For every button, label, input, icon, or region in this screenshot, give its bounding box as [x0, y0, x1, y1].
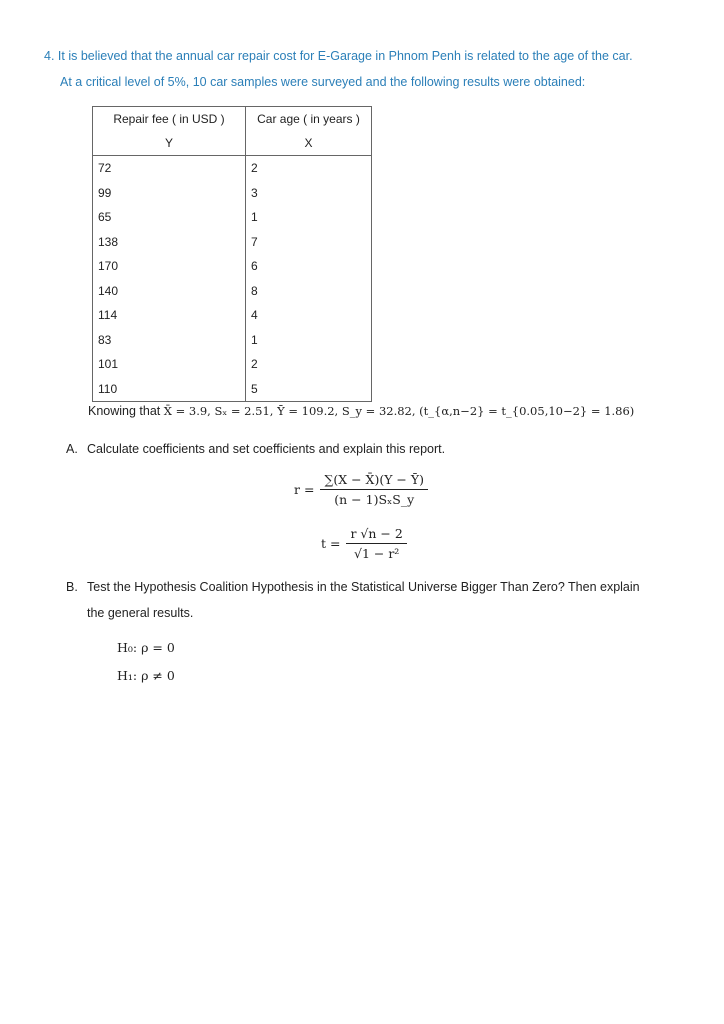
cell-y: 65: [93, 205, 246, 230]
null-hypothesis: H₀: ρ = 0: [117, 640, 175, 655]
question-line-1: 4. It is believed that the annual car repair cost for E-Garage in Phnom Penh is related to the age of the car.: [44, 49, 633, 63]
part-b-text-1: Test the Hypothesis Coalition Hypothesis in the Statistical Universe Bigger Than Zero? Then explain: [87, 580, 640, 594]
cell-y: 72: [93, 156, 246, 181]
cell-x: 7: [246, 230, 372, 255]
part-a-label: A.: [66, 442, 78, 456]
formula-r: [294, 472, 428, 507]
table-row: [93, 328, 372, 353]
given-prefix: Knowing that: [88, 404, 164, 418]
alternative-hypothesis: H₁: ρ ≠ 0: [117, 668, 175, 683]
cell-y: 101: [93, 352, 246, 377]
part-b-label: B.: [66, 580, 78, 594]
table-row: [93, 377, 372, 402]
cell-x: 5: [246, 377, 372, 402]
cell-y: 138: [93, 230, 246, 255]
table-row: [93, 205, 372, 230]
header-var-y: Y: [93, 131, 246, 156]
table-row: [93, 230, 372, 255]
part-b-text-2: the general results.: [87, 606, 194, 620]
cell-x: 1: [246, 328, 372, 353]
table-row: [93, 156, 372, 181]
header-var-x: X: [246, 131, 372, 156]
part-b: [66, 580, 640, 594]
header-repair-fee: Repair fee ( in USD ): [93, 107, 246, 132]
cell-x: 3: [246, 181, 372, 206]
table-row: [93, 279, 372, 304]
table-row: [93, 181, 372, 206]
formula-t-lhs: t =: [321, 536, 341, 551]
cell-x: 6: [246, 254, 372, 279]
given-formula: X̄ = 3.9, Sₓ = 2.51, Ȳ = 109.2, S_y = 32.82, (t_{α,n−2} = t_{0.05,10−2} = 1.86): [163, 404, 635, 418]
formula-r-denominator: (n − 1)SₓS_y: [334, 492, 415, 507]
cell-y: 110: [93, 377, 246, 402]
data-table: [92, 106, 372, 402]
formula-t-fraction: [346, 526, 406, 561]
cell-y: 83: [93, 328, 246, 353]
part-a: [66, 442, 445, 456]
formula-t-numerator: r √n − 2: [346, 526, 406, 544]
cell-x: 1: [246, 205, 372, 230]
header-car-age: Car age ( in years ): [246, 107, 372, 132]
part-a-text: Calculate coefficients and set coefficients and explain this report.: [87, 442, 446, 456]
given-statistics: [88, 404, 634, 418]
cell-x: 2: [246, 352, 372, 377]
table-row: [93, 254, 372, 279]
cell-x: 2: [246, 156, 372, 181]
table-row: [93, 352, 372, 377]
cell-y: 140: [93, 279, 246, 304]
table-row: [93, 303, 372, 328]
formula-r-fraction: [320, 472, 428, 507]
cell-y: 114: [93, 303, 246, 328]
cell-x: 8: [246, 279, 372, 304]
formula-t-denominator: √1 − r²: [353, 546, 400, 561]
cell-y: 99: [93, 181, 246, 206]
cell-y: 170: [93, 254, 246, 279]
formula-r-lhs: r =: [294, 482, 315, 497]
formula-r-numerator: ∑(X − X̄)(Y − Ȳ): [320, 472, 428, 490]
question-line-2: At a critical level of 5%, 10 car samples were surveyed and the following results were obtained:: [60, 75, 586, 89]
cell-x: 4: [246, 303, 372, 328]
formula-t: [321, 526, 407, 561]
